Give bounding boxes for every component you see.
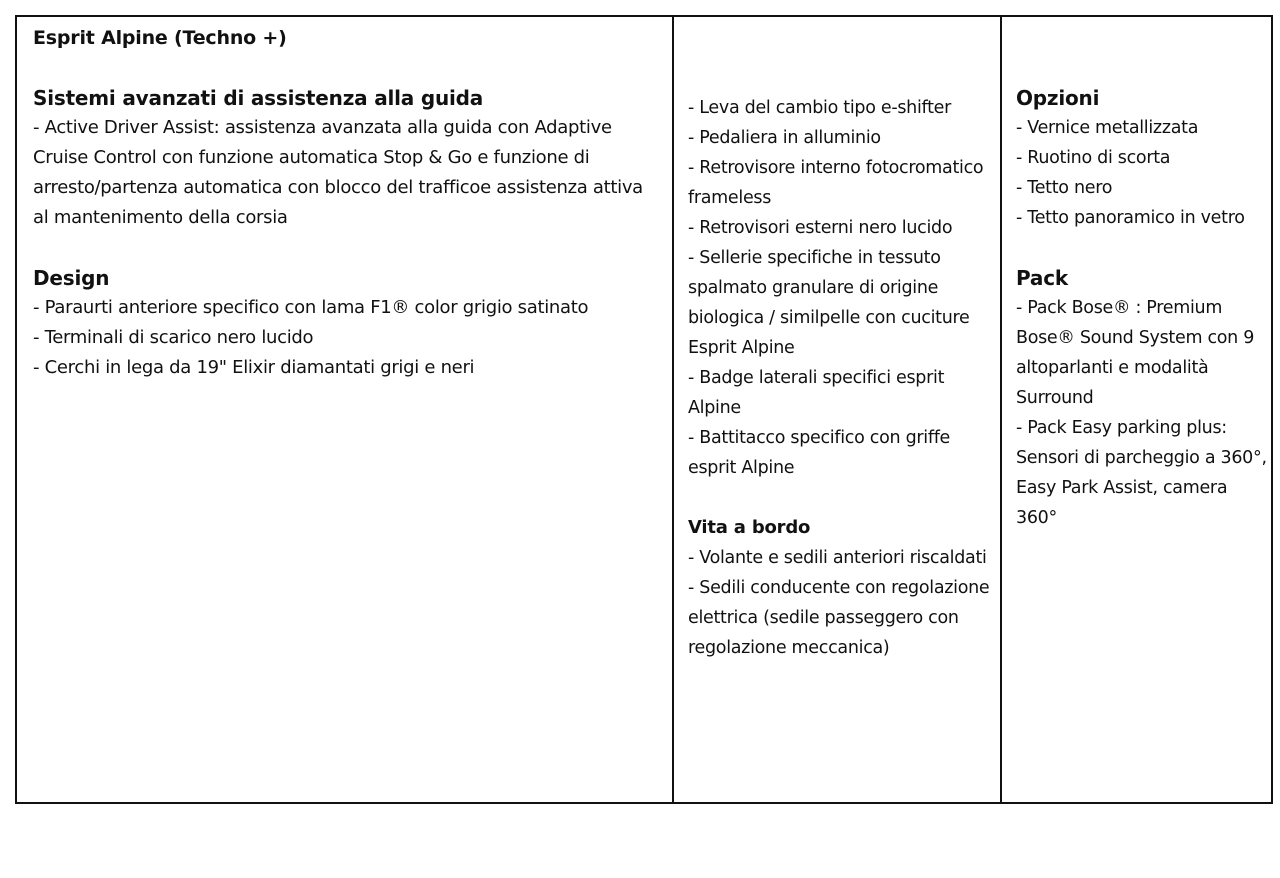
list-design: [33, 293, 662, 383]
section-heading-opzioni: Opzioni: [1016, 86, 1100, 110]
list-item: - Sedili conducente con regolazione elettrica (sedile passeggero con regolazione meccanica): [688, 578, 990, 658]
column-interni: [673, 16, 1001, 803]
section-heading-pack: Pack: [1016, 266, 1068, 290]
spec-row: [16, 16, 1272, 803]
section-heading-assistenza: Sistemi avanzati di assistenza alla guida: [33, 86, 484, 110]
list-item: - Paraurti anteriore specifico con lama F1® color grigio satinato: [33, 297, 589, 318]
list-item: - Pedaliera in alluminio: [688, 128, 881, 148]
list-item: - Badge laterali specifici esprit Alpine: [688, 368, 945, 418]
list-interni: [688, 93, 992, 483]
table-title: Esprit Alpine (Techno +): [33, 27, 287, 49]
list-opzioni: [1016, 113, 1267, 233]
column-opzioni-pack: [1001, 16, 1272, 803]
list-item: - Volante e sedili anteriori riscaldati: [688, 548, 987, 568]
list-item: - Pack Bose® : Premium Bose® Sound System con 9 altoparlanti e modalità Surround: [1016, 298, 1255, 408]
list-item: - Leva del cambio tipo e-shifter: [688, 98, 951, 118]
list-item: - Tetto nero: [1016, 178, 1113, 198]
list-item: - Cerchi in lega da 19" Elixir diamantati grigi e neri: [33, 357, 475, 378]
list-item: - Ruotino di scorta: [1016, 148, 1171, 168]
list-item: - Battitacco specifico con griffe esprit Alpine: [688, 428, 951, 478]
list-item: - Retrovisore interno fotocromatico frameless: [688, 158, 984, 208]
section-heading-design: Design: [33, 266, 110, 290]
list-item: - Vernice metallizzata: [1016, 118, 1199, 138]
list-vita-a-bordo: [688, 543, 992, 663]
list-item: - Tetto panoramico in vetro: [1016, 208, 1245, 228]
spec-table: [15, 15, 1273, 804]
list-item: - Retrovisori esterni nero lucido: [688, 218, 953, 238]
column-design-assist: [16, 16, 673, 803]
section-heading-vita-a-bordo: Vita a bordo: [688, 517, 811, 538]
list-item: - Sellerie specifiche in tessuto spalmato granulare di origine biologica / similpelle con cuciture Esprit Alpine: [688, 248, 970, 358]
list-assistenza: [33, 113, 662, 233]
list-item: - Active Driver Assist: assistenza avanzata alla guida con Adaptive Cruise Control con funzione automatica Stop & Go e funzione di arresto/partenza automatica con blocco del trafficoe assistenza attiva al mantenimento della corsia: [33, 117, 643, 228]
list-item: - Pack Easy parking plus: Sensori di parcheggio a 360°, Easy Park Assist, camera 360°: [1016, 418, 1267, 528]
list-item: - Terminali di scarico nero lucido: [33, 327, 314, 348]
list-pack: [1016, 293, 1267, 533]
